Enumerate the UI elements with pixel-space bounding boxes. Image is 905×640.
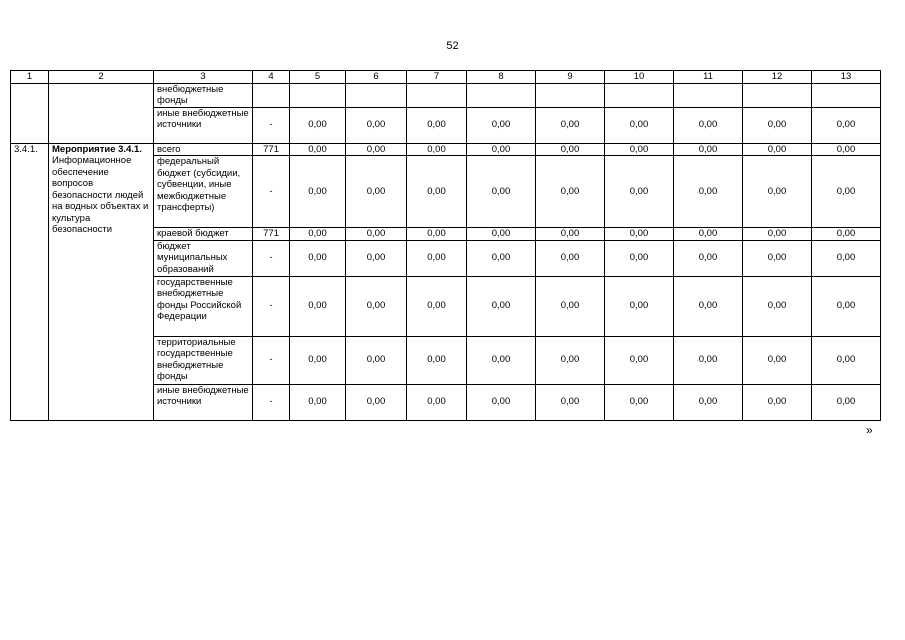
value-cell: 0,00: [605, 240, 674, 276]
row-code: -: [253, 107, 290, 143]
value-cell: 0,00: [812, 276, 881, 336]
row-label: государственные внебюджетные фонды Российской Федерации: [154, 276, 253, 336]
page-number: 52: [446, 40, 459, 52]
value-cell: 0,00: [346, 336, 407, 384]
value-cell: 0,00: [290, 143, 346, 156]
value-cell: 0,00: [674, 228, 743, 241]
value-cell: 0,00: [407, 384, 467, 420]
value-cell: 0,00: [346, 384, 407, 420]
value-cell: 0,00: [536, 276, 605, 336]
activity-number: 3.4.1.: [11, 143, 49, 420]
column-header: 2: [49, 71, 154, 84]
value-cell: 0,00: [812, 107, 881, 143]
value-cell: 0,00: [536, 384, 605, 420]
row-code: -: [253, 336, 290, 384]
value-cell: [674, 83, 743, 107]
table-row: [11, 143, 881, 156]
value-cell: 0,00: [346, 240, 407, 276]
column-header: 6: [346, 71, 407, 84]
value-cell: 0,00: [812, 240, 881, 276]
row-code: 771: [253, 228, 290, 241]
value-cell: 0,00: [605, 143, 674, 156]
empty-name-cell: [49, 83, 154, 143]
value-cell: 0,00: [812, 384, 881, 420]
empty-number-cell: [11, 83, 49, 143]
value-cell: 0,00: [812, 228, 881, 241]
column-header: 10: [605, 71, 674, 84]
value-cell: 0,00: [605, 228, 674, 241]
value-cell: 0,00: [467, 276, 536, 336]
value-cell: [812, 83, 881, 107]
column-header: 11: [674, 71, 743, 84]
value-cell: 0,00: [674, 384, 743, 420]
column-header: 8: [467, 71, 536, 84]
column-header: 4: [253, 71, 290, 84]
value-cell: 0,00: [743, 384, 812, 420]
table-row: [11, 83, 881, 107]
budget-table: [10, 70, 881, 421]
column-header: 9: [536, 71, 605, 84]
value-cell: 0,00: [536, 228, 605, 241]
value-cell: 0,00: [407, 107, 467, 143]
value-cell: 0,00: [674, 336, 743, 384]
value-cell: 0,00: [290, 107, 346, 143]
row-label: федеральный бюджет (субсидии, субвенции, иные межбюджетные трансферты): [154, 156, 253, 228]
value-cell: 0,00: [605, 336, 674, 384]
column-header: 1: [11, 71, 49, 84]
value-cell: 0,00: [290, 156, 346, 228]
value-cell: 0,00: [346, 156, 407, 228]
value-cell: 0,00: [407, 156, 467, 228]
value-cell: 0,00: [674, 240, 743, 276]
value-cell: 0,00: [743, 156, 812, 228]
value-cell: 0,00: [743, 228, 812, 241]
value-cell: 0,00: [290, 384, 346, 420]
row-label: территориальные государственные внебюджетные фонды: [154, 336, 253, 384]
value-cell: 0,00: [812, 143, 881, 156]
value-cell: 0,00: [290, 336, 346, 384]
value-cell: 0,00: [605, 276, 674, 336]
value-cell: 0,00: [467, 143, 536, 156]
value-cell: [467, 83, 536, 107]
value-cell: 0,00: [290, 276, 346, 336]
row-label: всего: [154, 143, 253, 156]
value-cell: 0,00: [605, 156, 674, 228]
column-header: 12: [743, 71, 812, 84]
column-header: 5: [290, 71, 346, 84]
value-cell: 0,00: [346, 276, 407, 336]
row-label: внебюджетные фонды: [154, 83, 253, 107]
row-label: иные внебюджетные источники: [154, 107, 253, 143]
activity-description: Информационное обеспечение вопросов безопасности людей на водных объектах и культура безопасности: [52, 155, 149, 235]
value-cell: 0,00: [407, 240, 467, 276]
activity-name: [49, 143, 154, 420]
row-label: бюджет муниципальных образований: [154, 240, 253, 276]
row-code: [253, 83, 290, 107]
value-cell: [605, 83, 674, 107]
table-body: [11, 71, 881, 421]
value-cell: [290, 83, 346, 107]
value-cell: 0,00: [743, 143, 812, 156]
value-cell: [743, 83, 812, 107]
value-cell: 0,00: [467, 156, 536, 228]
value-cell: 0,00: [674, 143, 743, 156]
value-cell: 0,00: [536, 336, 605, 384]
column-header: 13: [812, 71, 881, 84]
value-cell: 0,00: [407, 336, 467, 384]
value-cell: 0,00: [812, 156, 881, 228]
row-code: -: [253, 240, 290, 276]
closing-quote: »: [866, 423, 873, 437]
value-cell: 0,00: [467, 336, 536, 384]
row-label: краевой бюджет: [154, 228, 253, 241]
value-cell: 0,00: [674, 156, 743, 228]
row-code: -: [253, 156, 290, 228]
value-cell: 0,00: [536, 156, 605, 228]
column-header: 3: [154, 71, 253, 84]
value-cell: 0,00: [467, 107, 536, 143]
value-cell: 0,00: [346, 143, 407, 156]
row-code: -: [253, 384, 290, 420]
value-cell: 0,00: [674, 276, 743, 336]
value-cell: 0,00: [346, 228, 407, 241]
value-cell: 0,00: [467, 228, 536, 241]
value-cell: 0,00: [812, 336, 881, 384]
value-cell: 0,00: [674, 107, 743, 143]
value-cell: 0,00: [346, 107, 407, 143]
value-cell: 0,00: [536, 107, 605, 143]
activity-title: Мероприятие 3.4.1.: [52, 143, 142, 155]
value-cell: 0,00: [605, 384, 674, 420]
value-cell: 0,00: [407, 228, 467, 241]
column-header: 7: [407, 71, 467, 84]
header-row: [11, 71, 881, 84]
value-cell: 0,00: [605, 107, 674, 143]
value-cell: 0,00: [743, 336, 812, 384]
value-cell: 0,00: [407, 276, 467, 336]
value-cell: 0,00: [467, 240, 536, 276]
value-cell: 0,00: [743, 276, 812, 336]
value-cell: 0,00: [290, 228, 346, 241]
value-cell: 0,00: [743, 107, 812, 143]
value-cell: 0,00: [290, 240, 346, 276]
value-cell: [346, 83, 407, 107]
row-code: 771: [253, 143, 290, 156]
value-cell: 0,00: [536, 143, 605, 156]
value-cell: [536, 83, 605, 107]
value-cell: 0,00: [407, 143, 467, 156]
value-cell: 0,00: [536, 240, 605, 276]
row-code: -: [253, 276, 290, 336]
value-cell: 0,00: [743, 240, 812, 276]
value-cell: [407, 83, 467, 107]
row-label: иные внебюджетные источники: [154, 384, 253, 420]
value-cell: 0,00: [467, 384, 536, 420]
